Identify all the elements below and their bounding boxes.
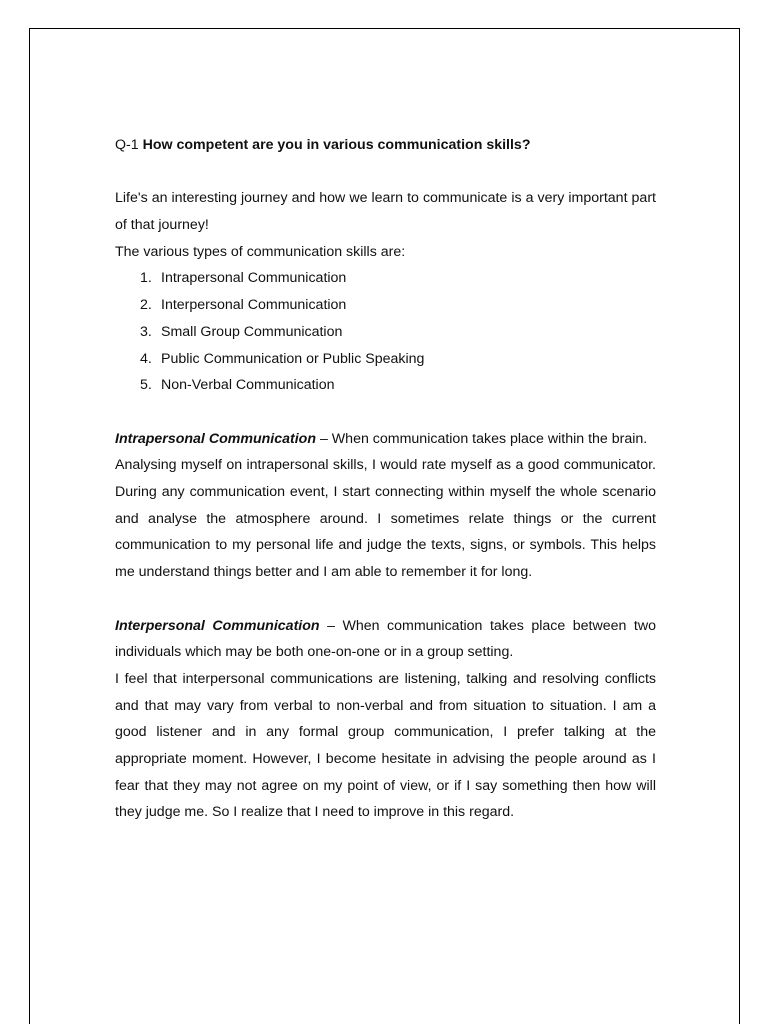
list-item-number: 1. <box>140 270 152 287</box>
list-item <box>115 346 656 373</box>
intrapersonal-definition-text: – When communication takes place within the brain. <box>316 430 648 447</box>
interpersonal-term: Interpersonal Communication <box>115 617 320 634</box>
intro-paragraph: Life's an interesting journey and how we learn to communicate is a very important part of that journey! <box>115 190 656 234</box>
intrapersonal-term: Intrapersonal Communication <box>115 430 317 447</box>
list-item-number: 5. <box>140 377 152 394</box>
document-page <box>29 28 740 1024</box>
list-item <box>115 292 656 319</box>
list-item-number: 3. <box>140 323 152 340</box>
interpersonal-definition <box>115 613 656 666</box>
question-heading <box>115 132 656 159</box>
list-item-label: Non-Verbal Communication <box>161 377 335 394</box>
list-item-number: 4. <box>140 350 152 367</box>
list-item-number: 2. <box>140 297 152 314</box>
list-item-label: Intrapersonal Communication <box>161 270 347 287</box>
intrapersonal-body: Analysing myself on intrapersonal skills, I would rate myself as a good communicator. During any communication event, I start connecting within myself the whole scenario and analyse the atmosphere around. I sometimes relate things or the current communication to my personal life and judge the texts, signs, or symbols. This helps me understand things better and I am able to remember it for long. <box>115 457 656 581</box>
list-item-label: Small Group Communication <box>161 323 343 340</box>
spacer <box>115 586 656 613</box>
question-number: Q-1 <box>115 137 139 153</box>
list-item-label: Public Communication or Public Speaking <box>161 350 425 367</box>
document-content <box>115 132 656 826</box>
list-item-label: Interpersonal Communication <box>161 297 347 314</box>
spacer <box>115 399 656 426</box>
interpersonal-body: I feel that interpersonal communications are listening, talking and resolving conflicts and that may vary from verbal to non-verbal and from situation to situation. I am a good listener and in any formal group communication, I prefer talking at the appropriate moment. However, I become hesitate in advising the people around as I fear that they may not agree on my point of view, or if I say something then how will they judge me. So I realize that I need to improve in this regard. <box>115 670 656 821</box>
list-item <box>115 265 656 292</box>
list-intro: The various types of communication skills are: <box>115 243 406 260</box>
spacer <box>115 159 656 186</box>
intrapersonal-definition <box>115 426 656 453</box>
list-item <box>115 319 656 346</box>
question-text: How competent are you in various communication skills? <box>142 137 531 153</box>
list-item <box>115 372 656 399</box>
interpersonal-definition-text: – When communication takes place between two individuals which may be both one-on-one or in a group setting. <box>115 617 656 661</box>
communication-types-list <box>115 265 656 398</box>
